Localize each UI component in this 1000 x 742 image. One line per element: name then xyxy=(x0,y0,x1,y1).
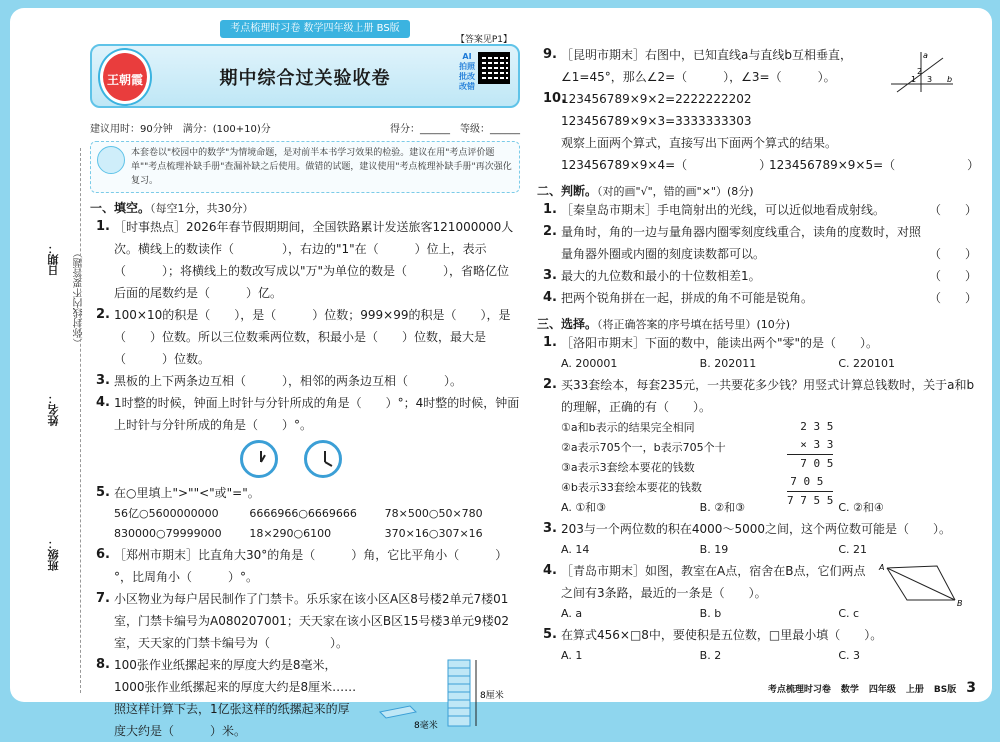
svg-text:1: 1 xyxy=(911,75,917,84)
title-box xyxy=(90,35,520,108)
seal-line xyxy=(80,148,81,693)
q10-blanks: 123456789×9×4=（ ） 123456789×9×5=（ ） xyxy=(561,158,980,172)
svg-text:2: 2 xyxy=(917,67,923,76)
choice-2-options: A. ①和③ B. ②和③ C. ②和④ xyxy=(561,501,884,514)
header-banner: 考点梳理时习卷 数学四年级上册 BS版 xyxy=(220,20,410,38)
teacher-avatar-icon xyxy=(97,146,125,174)
exam-meta xyxy=(90,120,520,135)
left-column xyxy=(90,35,520,742)
choice-5: 5. 在算式456×□8中，要使积是五位数，□里最小填（ ）。 xyxy=(543,627,883,642)
choice-1-options: A. 200001 B. 202011 C. 220101 xyxy=(561,357,896,370)
score-field: 得分：______ xyxy=(390,124,450,135)
question-10: 10. 123456789×9×2=2222222202 xyxy=(543,91,752,106)
choice-1: 1. ［洛阳市期末］下面的数中，能读出两个"零"的是（ ）。 xyxy=(543,335,879,350)
paths-figure xyxy=(877,560,967,610)
svg-text:a: a xyxy=(923,51,928,60)
qr-code-icon xyxy=(478,52,510,84)
judge-item: 1. ［秦皇岛市期末］手电筒射出的光线，可以近似地看成射线。 （ ） xyxy=(543,202,977,217)
ai-grading-label: AI 拍照 批改 改错 xyxy=(459,52,475,91)
question-9-wrap xyxy=(537,44,977,88)
class-label: 班级： xyxy=(47,538,60,571)
question-3: 3. 黑板的上下两条边互相（ ），相邻的两条边互相（ ）。 xyxy=(96,373,463,388)
choice-4-options: A. a B. b C. c xyxy=(561,607,860,620)
time-limit: 建议用时：90分钟 xyxy=(90,124,173,135)
q10-line: 123456789×9×3=3333333303 xyxy=(561,114,752,128)
clock-icon xyxy=(240,440,278,478)
section-choice-note: （将正确答案的序号填在括号里）(10分) xyxy=(597,318,791,331)
question-7: 7. 小区物业为每户居民制作了门禁卡。乐乐家在该小区A区8号楼2单元7楼01室，门禁卡编号为A080207001；天天家在该小区B区15号楼3单元9楼02室，天天家的门禁卡编号为（ ）。 xyxy=(96,591,509,650)
level-field: 等级：______ xyxy=(460,124,520,135)
stack-thickness-label: 8毫米 xyxy=(414,721,438,731)
judge-item: 3. 最大的九位数和最小的十位数相差1。 （ ） xyxy=(543,268,977,283)
section-fill xyxy=(90,199,520,216)
full-score: 满分：(100+10)分 xyxy=(182,124,271,135)
right-column xyxy=(537,44,980,666)
stack-height-label: 8厘米 xyxy=(480,691,504,701)
instructions-note xyxy=(90,141,520,193)
section-judge xyxy=(537,182,977,199)
section-fill-title: 一、填空。 xyxy=(90,201,151,215)
page xyxy=(10,8,992,738)
q10-line: 观察上面两个算式，直接写出下面两个算式的结果。 xyxy=(561,136,838,150)
question-2: 2. 100×10的积是（ ），是（ ）位数；999×99的积是（ ），是（ ）位数。所以三位数乘两位数，积最小是（ ）位数，最大是（ ）位数。 xyxy=(96,307,511,366)
question-9: 9. ［昆明市期末］右图中，已知直线a与直线b互相垂直，∠1=45°，那么∠2=（ ），∠3=（ ）。 xyxy=(543,47,852,84)
question-6: 6. ［郑州市期末］比直角大30°的角是（ ）角，它比平角小（ ）°，比周角小（ ）°。 xyxy=(96,547,508,584)
judge-item: 2. 量角时，角的一边与量角器内圈零刻度线重合，读角的度数时，对照量角器外圈或内圈的刻度读数都可以。 （ ） xyxy=(543,224,977,261)
name-label: 姓名： xyxy=(47,393,60,426)
question-1: 1. ［时事热点］2026年春节假期期间，全国铁路累计发送旅客121000000人次。横线上的数读作（ ），右边的"1"在（ ）位上，表示（ ）；将横线上的数改写成以"万"为单位的数是（ ），省略亿位后面的尾数约是（ ）亿。 xyxy=(96,219,514,300)
question-4: 4. 1时整的时候，钟面上时针与分针所成的角是（ ）°；4时整的时候，钟面上时针与分针所成的角是（ ）°。 xyxy=(96,395,520,432)
section-choice-title: 三、选择。 xyxy=(537,317,598,331)
compare-row: 56亿○5600000000 6666966○6669666 78×500○50×780 xyxy=(114,507,483,520)
page-footer: 考点梳理时习卷 数学 四年级 上册 BS版 3 xyxy=(767,680,976,696)
binding-spine xyxy=(24,148,84,693)
qr-code[interactable] xyxy=(458,52,512,102)
angle-figure xyxy=(887,44,957,94)
question-8: 8. 100张作业纸摞起来的厚度大约是8毫米，1000张作业纸摞起来的厚度大约是8厘米……照这样计算下去，1亿张这样的纸摞起来的厚度大约是（ ）米。 xyxy=(96,657,357,738)
choice-4: 4. ［青岛市期末］如图，教室在A点，宿舍在B点，它们两点之间有3条路，最近的一条是（ ）。 xyxy=(543,563,866,600)
date-label: 日期： xyxy=(47,243,60,276)
svg-text:3: 3 xyxy=(927,75,933,84)
seal-notice: （弥封线内不要答题） xyxy=(74,248,85,348)
svg-text:b: b xyxy=(947,75,953,84)
vertical-multiplication: 2 3 5 × 3 3 7 0 5 7 0 5 7 7 5 5 xyxy=(787,418,833,510)
answer-tag: 【答案见P1】 xyxy=(455,35,512,45)
brand-logo: 王朝霞 xyxy=(100,50,150,104)
section-choice xyxy=(537,315,977,332)
paper-stack-figure xyxy=(370,654,520,734)
choice-4-wrap xyxy=(537,560,977,608)
judge-item: 4. 把两个锐角拼在一起，拼成的角不可能是锐角。 （ ） xyxy=(543,290,977,305)
section-judge-note: （对的画"√"，错的画"×"）(8分) xyxy=(597,185,754,198)
question-5: 5. 在○里填上">""<"或"="。 xyxy=(96,485,260,500)
clock-icon xyxy=(304,440,342,478)
clock-figures xyxy=(90,440,520,478)
svg-text:A: A xyxy=(879,563,885,572)
choice-3-options: A. 14 B. 19 C. 21 xyxy=(561,543,868,556)
choice-5-options: A. 1 B. 2 C. 3 xyxy=(561,649,861,662)
choice-3: 3. 203与一个两位数的积在4000～5000之间，这个两位数可能是（ ）。 xyxy=(543,521,951,536)
page-number: 3 xyxy=(966,680,976,696)
choice-2: 2. 买33套绘本，每套235元，一共要花多少钱？用竖式计算总钱数时，关于a和b的理解，正确的有（ ）。 xyxy=(543,377,975,414)
choice-2-detail: ①a和b表示的结果完全相同 ②a表示705个一，b表示705个十 ③a表示3套绘本要花的钱数 ④b表示33套绘本要花的钱数 2 3 5 × 3 3 7 0 5 7 0 5 7 7 5 5 xyxy=(537,418,977,498)
note-text: 本套卷以"校园中的数学"为情境命题，是对前半本书学习效果的检验。建议在用"考点评价题单""考点梳理补缺手册"查漏补缺之后使用。做错的试题，建议使用"考点梳理补缺手册"再次强化复习。 xyxy=(131,148,512,186)
section-fill-note: （每空1分，共30分） xyxy=(150,202,254,215)
page-title: 期中综合过关验收卷 xyxy=(219,68,391,89)
compare-row: 830000○79999000 18×290○6100 370×16○307×16 xyxy=(114,527,483,540)
question-8-wrap xyxy=(90,654,520,742)
svg-text:B: B xyxy=(957,599,963,608)
section-judge-title: 二、判断。 xyxy=(537,184,598,198)
